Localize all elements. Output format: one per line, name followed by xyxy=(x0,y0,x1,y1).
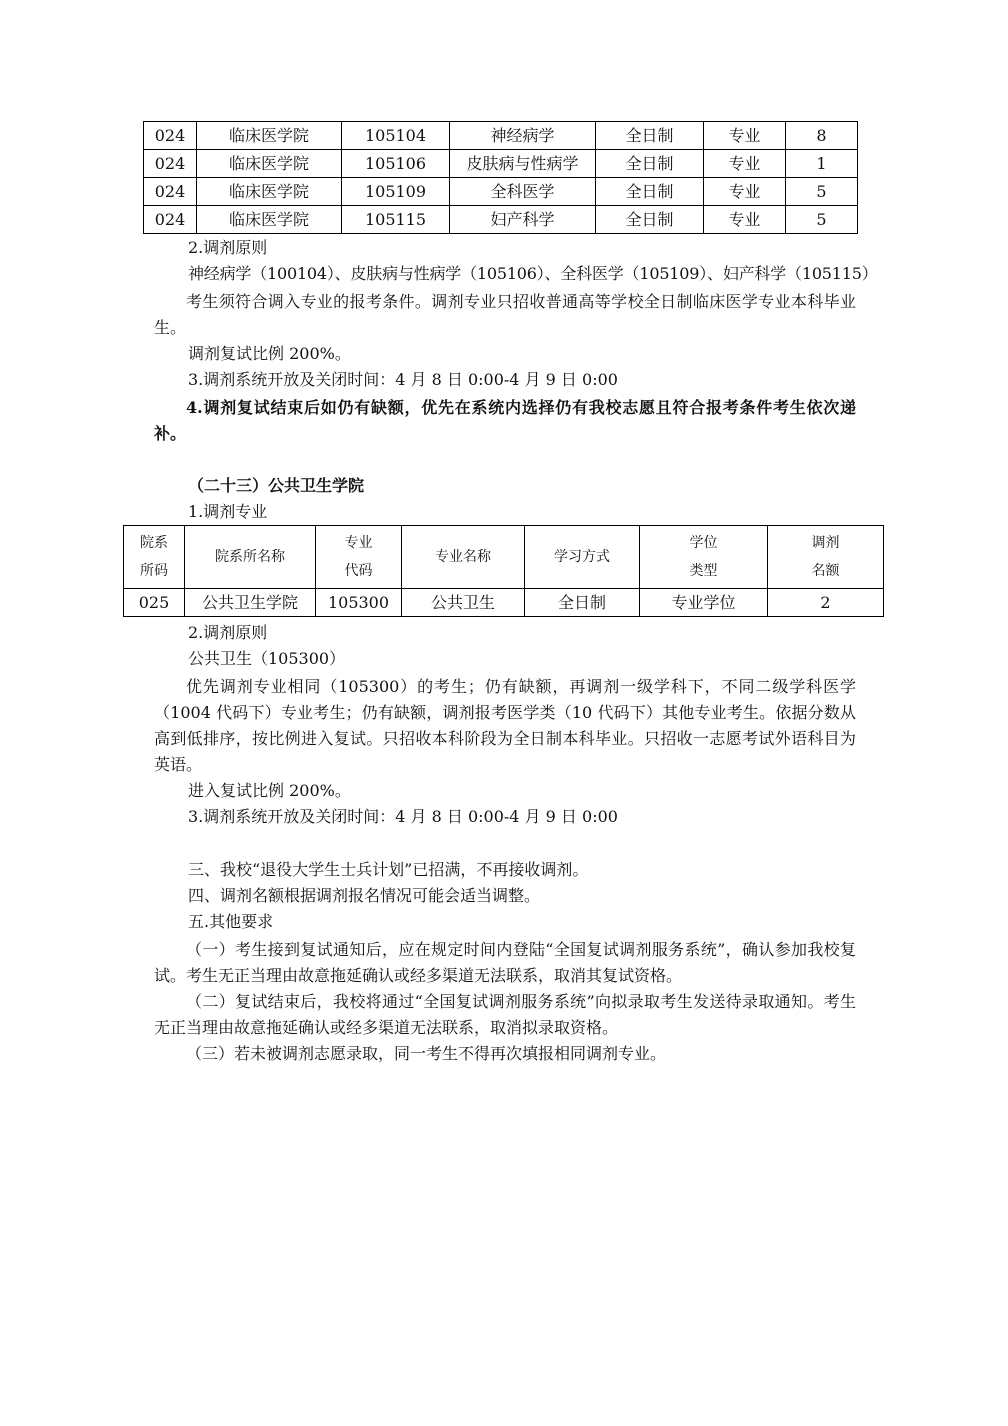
table-cell: 全日制 xyxy=(525,589,640,617)
ratio-line: 调剂复试比例 200%。 xyxy=(188,344,351,363)
table-cell: 1 xyxy=(786,150,858,178)
table-cell: 024 xyxy=(144,122,197,150)
table-cell: 公共卫生 xyxy=(402,589,525,617)
table-row xyxy=(144,178,858,206)
table-cell: 025 xyxy=(124,589,185,617)
column-header: 院系所名称 xyxy=(185,526,316,589)
table-cell: 105106 xyxy=(342,150,450,178)
table-cell: 临床医学院 xyxy=(197,122,342,150)
table-cell: 临床医学院 xyxy=(197,178,342,206)
supplement-note: 4.调剂复试结束后如仍有缺额，优先在系统内选择仍有我校志愿且符合报考条件考生依次递补。 xyxy=(154,398,856,443)
subsection-title: 1.调剂专业 xyxy=(188,502,268,521)
table-cell: 105300 xyxy=(316,589,402,617)
table-cell: 024 xyxy=(144,206,197,234)
rule-paragraph: 优先调剂专业相同（105300）的考生；仍有缺额，再调剂一级学科下，不同二级学科医学（1004 代码下）专业考生；仍有缺额，调剂报考医学类（10 代码下）其他专业考生。依据分数从高到低排序，按比例进入复试。只招收本科阶段为全日制本科毕业。只招收一志愿考试外语科目为英语。 xyxy=(154,677,856,774)
requirement-two: （二）复试结束后，我校将通过“全国复试调剂服务系统”向拟录取考生发送待录取通知。考生无正当理由故意拖延确认或经多渠道无法联系，取消拟录取资格。 xyxy=(154,992,856,1037)
admission-table-public-health xyxy=(123,525,884,617)
section-heading: （二十三）公共卫生学院 xyxy=(188,476,365,495)
table-cell: 皮肤病与性病学 xyxy=(450,150,596,178)
item-four: 四、调剂名额根据调剂报名情况可能会适当调整。 xyxy=(188,886,541,905)
item-three: 三、我校“退役大学生士兵计划”已招满，不再接收调剂。 xyxy=(188,860,589,879)
table-row xyxy=(144,150,858,178)
table-cell: 神经病学 xyxy=(450,122,596,150)
column-header: 学习方式 xyxy=(525,526,640,589)
table-cell: 全日制 xyxy=(596,206,704,234)
table-cell: 5 xyxy=(786,178,858,206)
table-cell: 妇产科学 xyxy=(450,206,596,234)
requirement-paragraph: 考生须符合调入专业的报考条件。调剂专业只招收普通高等学校全日制临床医学专业本科毕业生。 xyxy=(154,292,856,337)
table-cell: 105109 xyxy=(342,178,450,206)
column-header: 学位 类型 xyxy=(640,526,768,589)
table-cell: 024 xyxy=(144,178,197,206)
table-cell: 全日制 xyxy=(596,122,704,150)
table-cell: 024 xyxy=(144,150,197,178)
table-header-row xyxy=(124,526,884,589)
table-cell: 专业 xyxy=(704,122,786,150)
principle-title: 2.调剂原则 xyxy=(188,238,268,257)
table-cell: 专业 xyxy=(704,206,786,234)
table-row xyxy=(144,122,858,150)
time-line: 3.调剂系统开放及关闭时间：4 月 8 日 0:00-4 月 9 日 0:00 xyxy=(188,807,618,826)
item-five: 五.其他要求 xyxy=(188,912,274,931)
table-cell: 全科医学 xyxy=(450,178,596,206)
requirement-three: （三）若未被调剂志愿录取，同一考生不得再次填报相同调剂专业。 xyxy=(186,1044,667,1063)
table-row xyxy=(124,589,884,617)
table-cell: 公共卫生学院 xyxy=(185,589,316,617)
table-cell: 105104 xyxy=(342,122,450,150)
table-cell: 全日制 xyxy=(596,178,704,206)
column-header: 专业 代码 xyxy=(316,526,402,589)
table-cell: 专业 xyxy=(704,178,786,206)
time-line: 3.调剂系统开放及关闭时间：4 月 8 日 0:00-4 月 9 日 0:00 xyxy=(188,370,618,389)
major-line: 公共卫生（105300） xyxy=(188,649,346,668)
principle-title: 2.调剂原则 xyxy=(188,623,268,642)
table-row xyxy=(144,206,858,234)
column-header: 专业名称 xyxy=(402,526,525,589)
table-cell: 临床医学院 xyxy=(197,206,342,234)
requirement-one: （一）考生接到复试通知后，应在规定时间内登陆“全国复试调剂服务系统”，确认参加我校复试。考生无正当理由故意拖延确认或经多渠道无法联系，取消其复试资格。 xyxy=(154,940,856,985)
table-cell: 8 xyxy=(786,122,858,150)
admission-table-clinical xyxy=(143,121,858,234)
table-cell: 105115 xyxy=(342,206,450,234)
majors-line: 神经病学（100104）、皮肤病与性病学（105106）、全科医学（105109）、妇产科学（105115） xyxy=(188,264,878,283)
table-cell: 临床医学院 xyxy=(197,150,342,178)
table-cell: 2 xyxy=(768,589,884,617)
table-cell: 专业学位 xyxy=(640,589,768,617)
table-cell: 5 xyxy=(786,206,858,234)
column-header: 调剂 名额 xyxy=(768,526,884,589)
ratio-line: 进入复试比例 200%。 xyxy=(188,781,351,800)
table-cell: 专业 xyxy=(704,150,786,178)
column-header: 院系 所码 xyxy=(124,526,185,589)
table-cell: 全日制 xyxy=(596,150,704,178)
